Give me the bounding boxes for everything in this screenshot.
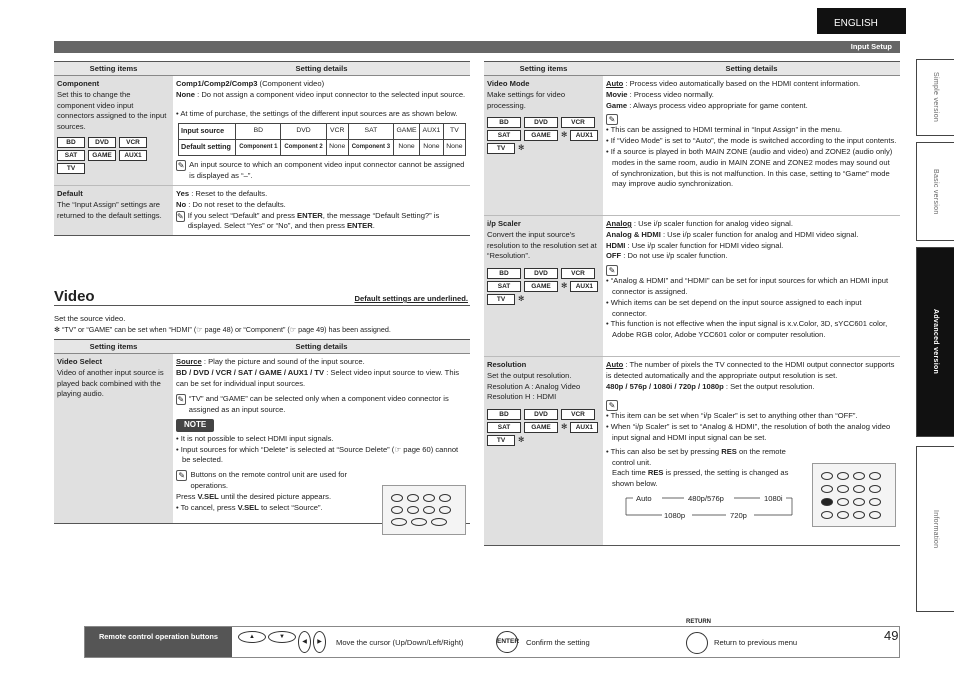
pencil-icon: ✎ [176,470,187,481]
remote-operation-bar: Remote control operation buttons ▲ ▼ ◀ ▶ Move the cursor (Up/Down/Left/Right) ENTER Confirm the setting RETURN Return to previous menu [84,626,900,658]
arrow-up-icon: ▲ [238,631,266,643]
arrow-down-icon: ▼ [268,631,296,643]
pencil-icon: ✎ [606,400,618,411]
pencil-icon: ✎ [606,265,618,276]
note-badge: NOTE [176,419,214,432]
video-select-table: Setting items Setting details Video Select Video of another input source is played back combined with the playing audio. Source : Play the picture and sound of the input source. BD / DVD / VCR / SAT / GAME / AUX1 / TV : Select video input source to view. This can be set for individual input sources. ✎ “TV” and “GAME” can be selected only when a component video connector is assigned as an input source. NOTE • It is not possible to select HDMI input signals. • Input sources for which “Delete” is selected at “Source Delete” (☞ page 60) cannot be selected. ✎ Buttons on the remote control unit are used for operations. Press V.SEL until the desired picture appears. • To cancel, press V.SEL to select “Source”. [54,339,470,524]
default-settings-table: Input source BD DVD VCR SAT GAME AUX1 TV Default setting Component 1 Component 2 None Component 3 None None None [178,123,466,156]
arrow-left-icon: ◀ [298,631,311,653]
pencil-icon: ✎ [177,395,185,405]
component-title: Component [57,79,100,88]
tab-information[interactable]: Information [916,446,954,612]
language-tab: ENGLISH [817,8,906,34]
video-intro: Set the source video. ✻ “TV” or “GAME” can be set when “HDMI” (☞ page 48) or “Component” (☞ page 49) has been assigned. [54,314,391,334]
component-table: Setting items Setting details Component Set this to change the component video input connectors assigned to the input sources. BD DVD VCR SAT GAME AUX1 TV Comp1/Comp2/Comp3 (Component video) None : Do not assign a component video input connector to the selected input source. • At time of purchase, the settings of the different input sources are as shown below. Input source BD DVD VCR SAT GAME AUX1 TV Default setting Component 1 Component 2 None Component 3 None None None ✎ An input source to which an component video input connector cannot be assigned is displayed as “–”. Default The “Input Assign” settings are returned to the default settings. Yes : Reset to the defaults. No : Do not reset to the defaults. ✎ If you select “Default” and press ENTER, the message “Default Setting?” is displayed. Select “Yes” or “No”, and then press ENTER. [54,61,470,236]
return-button-icon: RETURN [686,628,708,656]
page-number: 49 [884,628,899,643]
section-bar: Input Setup [54,41,900,53]
resolution-cycle-diagram: Auto 480p/576p 1080i 1080p 720p [636,493,783,520]
pencil-icon: ✎ [177,211,184,221]
remote-image [812,463,896,527]
video-section-header: Video Default settings are underlined. [54,288,468,305]
arrow-right-icon: ▶ [313,631,326,653]
pencil-icon: ✎ [606,114,618,125]
enter-button-icon: ENTER [496,631,518,653]
video-mode-table: Setting items Setting details Video Mode Make settings for video processing. BD DVD VCR SAT GAME ✻ AUX1 TV ✻ Auto : Process video automatically based on the HDMI content information. Movie : Process video normally. Game : Always process video appropriate for game content. ✎ • This can be assigned to HDMI terminal in “Input Assign” in the menu. • If “Video Mode” is set to “Auto”, the mode is switched according to the input contents. • If a source is played in both MAIN ZONE (audio and video) and ZONE2 (audio only) modes in the same room, audio in MAIN ZONE and ZONE2 modes may sound out of synchronization, but this is not malfunction. In this case, setting to “Game” mode may improve audio synchronization. i/p Scaler Convert the input source's resolution to the resolution set at “Resolution”. BD DVD VCR SAT GAME ✻ AUX1 TV ✻ Analog : Use i/p scaler function for analog video signal. Analog & HDMI : Use i/p scaler function for analog and HDMI video signal. HDMI : Use i/p scaler function for HDMI video signal. OFF : Do not use i/p scaler function. ✎ • “Analog & HDMI” and “HDMI” can be set for input sources for which an HDMI input connector is assigned. • Which items can be set depend on the input source assigned to each input connector. • This function is not effective when the input signal is x.v.Color, 3D, sYCC601 color, Adobe RGB color, Adobe YCC601 color or computer resolution. Resolution Set the output resolution. Resolution A : Analog Video Resolution H : HDMI BD DVD VCR SAT GAME ✻ AUX1 TV ✻ Auto : The number of pixels the TV connected to the HDMI output connector supports is detected automatically and the appropriate output resolution is set. 480p / 576p / 1080i / 720p / 1080p : Set the output resolution. ✎ • This item can be set when “i/p Scaler” is set to anything other than “OFF”. • When “i/p Scaler” is set to “Analog & HDMI”, the resolution of both the analog video input signal and HDMI input signal can be set. • This can also be set by pressing RES on the remote control unit. Each time RES is pressed, the setting is changed as shown below. Auto 480p/576p 1080i 1080p 720p [484,61,900,546]
tab-advanced-version[interactable]: Advanced version [916,247,954,437]
tab-basic-version[interactable]: Basic version [916,142,954,241]
arrow-buttons [238,631,326,653]
tab-simple-version[interactable]: Simple version [916,59,954,136]
pencil-icon: ✎ [177,161,185,171]
remote-image [382,485,466,535]
